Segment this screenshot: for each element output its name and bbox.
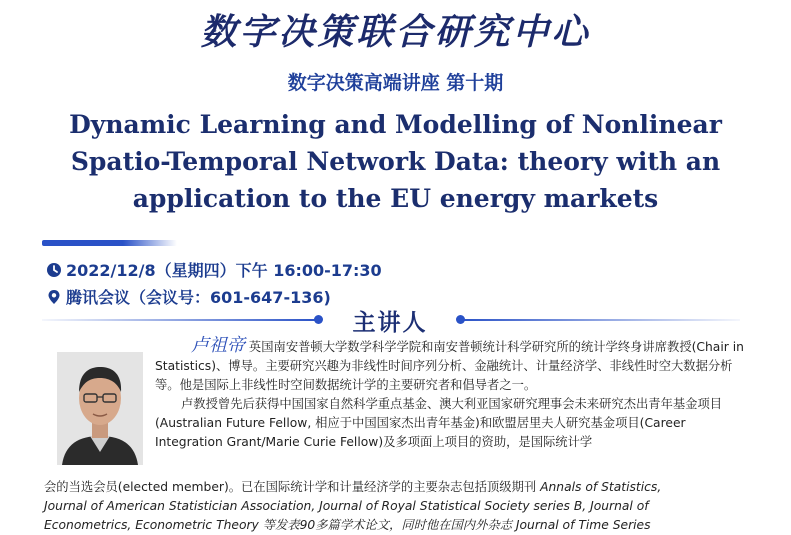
journal-name: Annals of Statistics, xyxy=(540,480,662,494)
divider-dot-left xyxy=(314,315,323,324)
event-venue-text: 腾讯会议（会议号：601-647-136) xyxy=(66,288,331,307)
location-pin-icon xyxy=(46,289,62,305)
speaker-bio-paragraph-1 xyxy=(155,336,747,395)
divider-left xyxy=(42,319,318,321)
bio-text-truncated: Econometrics, Econometric Theory 等发表90多篇学术论文，同时他在国内外杂志 Journal of Time Series xyxy=(44,518,651,532)
bio-line xyxy=(44,478,754,497)
bio-paragraph-1: 英国南安普顿大学数学科学学院和南安普顿统计科学研究所的统计学终身讲席教授(Chair in Statistics)、博导。主要研究兴趣为非线性时间序列分析、金融统计、计量经济学、非线性时空大数据分析等。他是国际上非线性时空间数据统计学的主要研究者和倡导者之一。 xyxy=(155,340,744,392)
organization-name: 数字决策联合研究中心 xyxy=(200,11,591,53)
clock-icon xyxy=(46,262,62,278)
lecture-series: 数字决策高端讲座 第十期 xyxy=(287,72,504,94)
event-time-text: 2022/12/8（星期四）下午 16:00-17:30 xyxy=(66,261,382,280)
divider-right xyxy=(460,319,740,321)
speaker-bio-paragraph-2: 卢教授曾先后获得中国国家自然科学重点基金、澳大利亚国家研究理事会未来研究杰出青年基金项目(Australian Future Fellow, 相应于中国国家杰出青年基金)和欧盟居里夫人研究基金项目(Career Integration Grant/Marie Curie Fellow)及多项面上项目的资助，是国际统计学 xyxy=(155,397,723,449)
event-time xyxy=(46,258,382,281)
lecture-title: Dynamic Learning and Modelling of Nonlinear Spatio-Temporal Network Data: theory with an application to the EU energy markets xyxy=(69,110,722,213)
bio-text: 会的当选会员(elected member)。已在国际统计学和计量经济学的主要杂志包括顶级期刊 xyxy=(44,480,541,494)
journal-list: Journal of American Statistician Association, Journal of Royal Statistical Society series B, Journal of xyxy=(44,499,649,513)
event-venue xyxy=(46,285,331,308)
speaker-name: 卢祖帝 xyxy=(191,335,245,356)
speaker-photo xyxy=(57,352,143,465)
speaker-section-title: 主讲人 xyxy=(352,310,428,336)
accent-bar xyxy=(42,240,177,246)
speaker-bio-continued xyxy=(44,478,754,535)
speaker-bio xyxy=(155,336,747,452)
